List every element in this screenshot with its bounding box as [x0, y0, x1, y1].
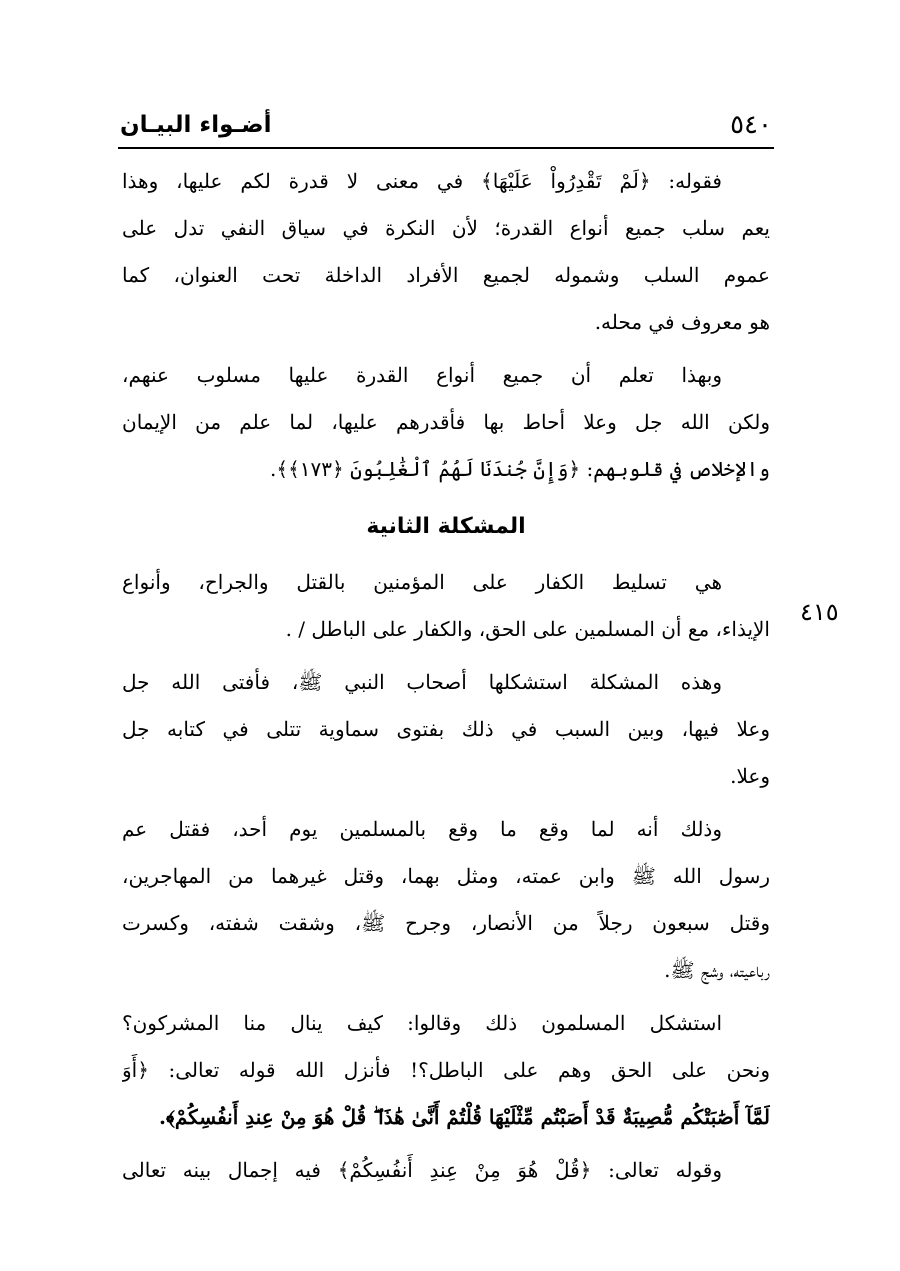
- paragraph: [122, 806, 770, 994]
- text-line: وقوله تعالى: ﴿قُلْ هُوَ مِنْ عِندِ أَنفُسِكُمْ﴾ فيه إجمال بينه تعالى: [122, 1158, 722, 1182]
- paragraph: [122, 659, 770, 800]
- page-body: [122, 158, 770, 1200]
- paragraph: [122, 1000, 770, 1141]
- margin-page-reference: ٤١٥: [800, 598, 839, 626]
- page-number: ٥٤٠: [730, 110, 772, 140]
- text-line: ونحن على الحق وهم على الباطل؟! فأنزل الله قوله تعالى: ﴿أَوَ: [122, 1058, 770, 1082]
- running-title: أضـواء البيـان: [120, 112, 272, 138]
- text-line: يعم سلب جميع أنواع القدرة؛ لأن النكرة في سياق النفي تدل على: [122, 216, 770, 240]
- text-line: استشكل المسلمون ذلك وقالوا: كيف ينال منا المشركون؟: [122, 1011, 722, 1035]
- text-line: وقتل سبعون رجلاً من الأنصار، وجرح ﷺ، وشقت شفته، وكسرت: [122, 911, 770, 935]
- quran-verse-line: لَمَّآ أَصَٰبَتْكُم مُّصِيبَةٌ قَدْ أَصَبْتُم مِّثْلَيْهَا قُلْتُمْ أَنَّىٰ هَٰذَا ۖ قُلْ هُوَ مِنْ عِندِ أَنفُسِكُمْ﴾.: [159, 1105, 770, 1129]
- text-line: وعلا فيها، وبين السبب في ذلك بفتوى سماوية تتلى في كتابه جل: [122, 717, 770, 741]
- page-header: [118, 110, 772, 146]
- text-line: وعلا.: [730, 764, 770, 788]
- text-line: وهذه المشكلة استشكلها أصحاب النبي ﷺ، فأفتى الله جل: [122, 670, 722, 694]
- text-line: الإيذاء، مع أن المسلمين على الحق، والكفار على الباطل / .: [285, 617, 770, 641]
- text-line: والإخلاص في قلوبهم: ﴿وَإِنَّ جُندَنَا لَهُمُ ٱلْغَٰلِبُونَ ﴿١٧٣﴾﴾.: [270, 457, 770, 481]
- header-rule: [118, 147, 774, 149]
- paragraph: [122, 559, 770, 653]
- text-line: هي تسليط الكفار على المؤمنين بالقتل والجراح، وأنواع: [122, 570, 722, 594]
- text-line: وبهذا تعلم أن جميع أنواع القدرة عليها مسلوب عنهم،: [122, 363, 722, 387]
- section-heading: المشكلة الثانية: [366, 514, 526, 539]
- text-line: وذلك أنه لما وقع ما وقع بالمسلمين يوم أحد، فقتل عم: [122, 817, 722, 841]
- paragraph: [122, 352, 770, 493]
- text-line: هو معروف في محله.: [594, 310, 770, 334]
- text-line: رسول الله ﷺ وابن عمته، ومثل بهما، وقتل غيرهما من المهاجرين،: [122, 864, 770, 888]
- text-line: ولكن الله جل وعلا أحاط بها فأقدرهم عليها، لما علم من الإيمان: [122, 410, 770, 434]
- text-line: فقوله: ﴿لَمْ تَقْدِرُواْ عَلَيْهَا﴾ في معنى لا قدرة لكم عليها، وهذا: [122, 169, 722, 193]
- text-line: رباعيته، وشج ﷺ.: [664, 958, 770, 982]
- paragraph: [122, 1147, 770, 1194]
- paragraph: [122, 158, 770, 346]
- text-line: عموم السلب وشموله لجميع الأفراد الداخلة تحت العنوان، كما: [122, 263, 770, 287]
